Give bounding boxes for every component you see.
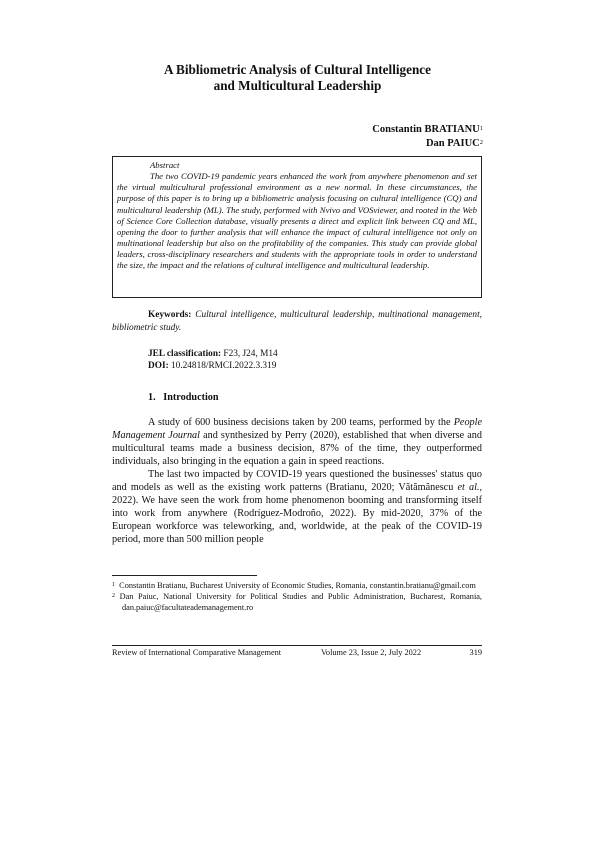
paragraph-text: and synthesized by Perry (2020), established that when diverse and multicultural teams made a business decision, 87% of the time, they outperformed individuals, also bringing in the equation a gain in speed reactions. <box>112 430 482 467</box>
paragraph-1 <box>112 416 482 468</box>
title-line-1: A Bibliometric Analysis of Cultural Intelligence <box>163 62 432 77</box>
doi-label: DOI: <box>148 361 169 372</box>
footnote-1 <box>112 580 482 591</box>
footnotes <box>112 580 482 613</box>
footnote-mark: 2 <box>479 139 483 146</box>
footnote-number: 2 <box>112 593 115 599</box>
footnote-divider <box>112 575 257 576</box>
paragraph-text: A study of 600 business decisions taken by 200 teams, performed by the <box>148 417 454 428</box>
footnote-number: 1 <box>112 582 115 588</box>
jel-classification <box>148 348 278 360</box>
title-line-2: and Multicultural Leadership <box>213 78 382 93</box>
keywords-value: Cultural intelligence, multicultural leadership, multinational management, bibliometric study. <box>112 310 482 333</box>
paragraph-2 <box>112 468 482 546</box>
jel-label: JEL classification: <box>148 349 222 359</box>
keywords-label: Keywords: <box>148 310 192 320</box>
paragraph-text: The last two impacted by COVID-19 years questioned the businesses' status quo and models as well as the existing work patterns (Bratianu, 2020; Vătămănescu <box>112 469 482 493</box>
footnote-text: Constantin Bratianu, Bucharest University of Economic Studies, Romania, constantin.bratianu@gmail.com <box>119 581 476 590</box>
abstract-text: The two COVID-19 pandemic years enhanced the work from anywhere phenomenon and set the virtual multicultural professional environment as a new normal. In these circumstances, the purpose of this paper is to bring up a bibliometric analysis focusing on cultural intelligence (CQ) and multicultural leadership (ML). The study, performed with Nvivo and VOSviewer, and rooted in the Web of Science Core Collection database, visually presents a direct and explicit link between CQ and ML, opening the door to further analysis that will enhance the impact of cultural intelligence not only on multinational leadership but also on the profitability of the companies. This study can provide global leaders, cross-disciplinary researchers and students with the appropriate tools in order to understand the size, the impact and the relations of cultural intelligence and multicultural leadership. <box>117 171 477 271</box>
footer-journal: Review of International Comparative Management <box>112 648 282 657</box>
footnote-mark: 1 <box>479 125 483 132</box>
author-name: Dan PAIUC <box>425 138 480 149</box>
doi <box>148 360 278 372</box>
article-meta <box>148 348 278 373</box>
abstract-heading: Abstract <box>150 160 180 170</box>
footer-divider <box>112 645 482 646</box>
jel-value: F23, J24, M14 <box>223 349 278 359</box>
keywords <box>112 309 482 334</box>
et-al: et al. <box>457 482 480 493</box>
author-list <box>372 123 483 151</box>
doi-value: 10.24818/RMCI.2022.3.319 <box>171 361 277 372</box>
footer-issue: Volume 23, Issue 2, July 2022 <box>321 648 422 657</box>
paragraph-text: , 2022). We have seen the work from home phenomenon booming and transforming itself into work from anywhere (Rodríguez-Modroño, 2022). By mid-2020, 37% of the European workforce was teleworking, and, worldwide, at the peak of the COVID-19 period, more than 500 million people <box>112 482 483 545</box>
author-name: Constantin BRATIANU <box>372 124 480 135</box>
footnote-text: Dan Paiuc, National University for Political Studies and Public Administration, Bucharest, Romania, dan.paiuc@facultateademanagement.ro <box>119 592 483 612</box>
author-1 <box>372 123 483 137</box>
author-2 <box>372 137 483 151</box>
abstract-box <box>112 156 482 298</box>
journal-name: People Management Journal <box>112 417 482 441</box>
page-number: 319 <box>469 648 482 657</box>
section-heading: 1. Introduction <box>148 392 219 403</box>
paper-title <box>0 62 595 94</box>
footnote-2 <box>112 591 482 613</box>
body-text <box>112 416 482 546</box>
